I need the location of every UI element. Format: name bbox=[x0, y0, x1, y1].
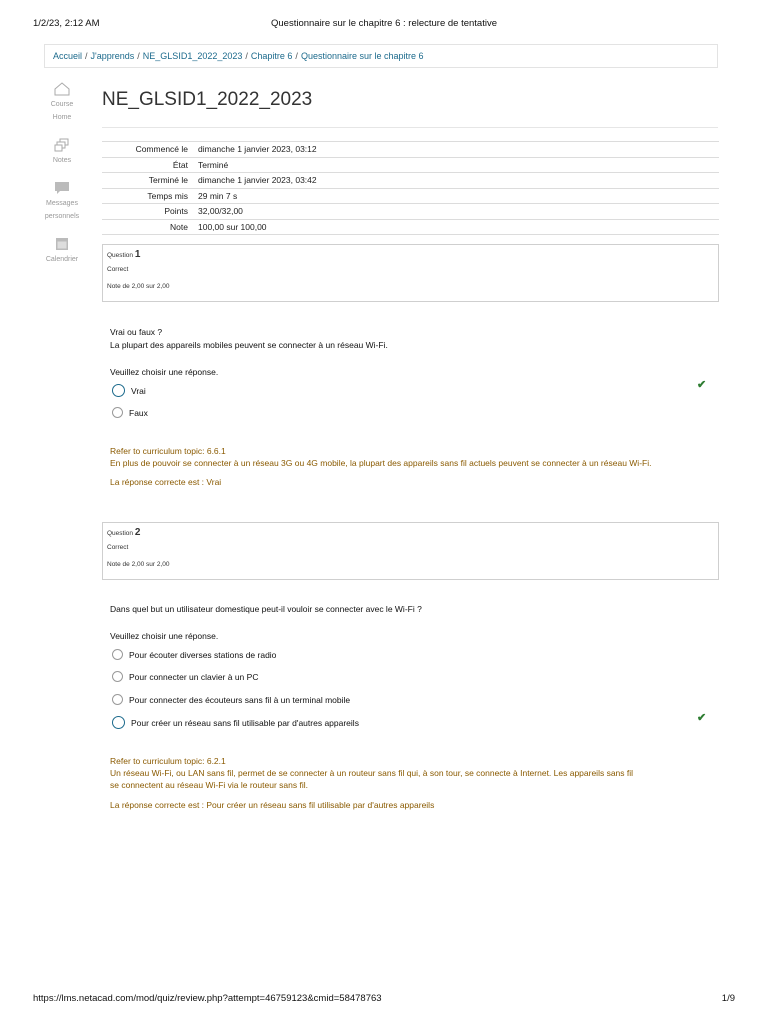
sidebar-item-label: Calendrier bbox=[45, 256, 79, 263]
feedback-text: En plus de pouvoir se connecter à un réseau 3G ou 4G mobile, la plupart des appareils sans fil actuels peuvent se connecter à un réseau Wi-Fi. bbox=[110, 458, 652, 468]
right-answer: La réponse correcte est : Vrai bbox=[110, 477, 222, 487]
breadcrumb-separator: / bbox=[85, 51, 88, 61]
attempt-summary-table bbox=[102, 141, 719, 235]
summary-value: dimanche 1 janvier 2023, 03:12 bbox=[194, 142, 719, 158]
sidebar-item-label: Notes bbox=[52, 157, 72, 164]
right-answer: La réponse correcte est : Pour créer un réseau sans fil utilisable par d'autres appareils bbox=[110, 800, 435, 810]
answer-option-label: Pour connecter des écouteurs sans fil à un terminal mobile bbox=[129, 694, 351, 705]
answer-option[interactable] bbox=[112, 694, 350, 705]
question-info-box bbox=[102, 522, 719, 580]
messages-icon bbox=[54, 181, 70, 195]
breadcrumb-separator: / bbox=[245, 51, 248, 61]
correct-check-icon: ✔ bbox=[697, 712, 707, 724]
page-title: NE_GLSID1_2022_2023 bbox=[102, 89, 313, 110]
table-row bbox=[102, 219, 719, 235]
summary-key: État bbox=[102, 157, 194, 173]
summary-value: Terminé bbox=[194, 157, 719, 173]
question-label: Question bbox=[107, 530, 134, 537]
summary-value: dimanche 1 janvier 2023, 03:42 bbox=[194, 173, 719, 189]
breadcrumb-separator: / bbox=[295, 51, 298, 61]
breadcrumb-home[interactable]: Accueil bbox=[53, 51, 83, 61]
question-grade: Note de 2,00 sur 2,00 bbox=[107, 561, 170, 568]
question-text bbox=[110, 603, 422, 616]
breadcrumb-separator: / bbox=[137, 51, 140, 61]
question-info-box bbox=[102, 244, 719, 302]
question-text bbox=[110, 326, 388, 352]
radio-button[interactable] bbox=[112, 407, 123, 418]
summary-value: 29 min 7 s bbox=[194, 188, 719, 204]
breadcrumb-course[interactable]: NE_GLSID1_2022_2023 bbox=[142, 51, 243, 61]
sidebar-item-course-home[interactable] bbox=[40, 82, 84, 124]
feedback-text: se connectent au réseau Wi-Fi via le routeur sans fil. bbox=[110, 780, 308, 790]
breadcrumb-learning[interactable]: J'apprends bbox=[90, 51, 135, 61]
home-icon bbox=[54, 82, 70, 96]
print-datetime: 1/2/23, 2:12 AM bbox=[33, 18, 100, 29]
radio-button[interactable] bbox=[112, 649, 123, 660]
question-text-line: Vrai ou faux ? bbox=[110, 327, 163, 337]
summary-key: Terminé le bbox=[102, 173, 194, 189]
feedback-topic: Refer to curriculum topic: 6.6.1 bbox=[110, 446, 226, 456]
table-row bbox=[102, 142, 719, 158]
question-prompt: Veuillez choisir une réponse. bbox=[110, 631, 219, 641]
calendar-icon bbox=[54, 237, 70, 251]
breadcrumb-quiz[interactable]: Questionnaire sur le chapitre 6 bbox=[300, 51, 424, 61]
radio-button-selected[interactable] bbox=[112, 384, 125, 397]
sidebar-item-label: Messages bbox=[46, 200, 78, 207]
question-state: Correct bbox=[107, 266, 129, 273]
divider bbox=[102, 127, 718, 128]
sidebar-item-label: Home bbox=[52, 114, 72, 121]
answer-option[interactable] bbox=[112, 671, 258, 682]
radio-button[interactable] bbox=[112, 671, 123, 682]
question-number-value: 2 bbox=[134, 527, 141, 538]
question-feedback bbox=[110, 445, 690, 469]
summary-value: 32,00/32,00 bbox=[194, 204, 719, 220]
sidebar-item-calendar[interactable] bbox=[40, 237, 84, 266]
breadcrumb bbox=[44, 44, 718, 68]
summary-key: Commencé le bbox=[102, 142, 194, 158]
answer-option-label: Faux bbox=[129, 407, 148, 418]
sidebar-item-label: Course bbox=[50, 101, 74, 108]
correct-check-icon: ✔ bbox=[697, 379, 707, 391]
question-label: Question bbox=[107, 252, 134, 259]
answer-option[interactable] bbox=[112, 716, 359, 729]
summary-value: 100,00 sur 100,00 bbox=[194, 219, 719, 235]
table-row bbox=[102, 204, 719, 220]
question-prompt: Veuillez choisir une réponse. bbox=[110, 367, 219, 377]
question-feedback bbox=[110, 755, 690, 791]
grades-icon bbox=[54, 138, 70, 152]
sidebar-item-grades[interactable] bbox=[40, 138, 84, 167]
question-number bbox=[107, 527, 714, 541]
answer-option-label: Pour créer un réseau sans fil utilisable par d'autres appareils bbox=[131, 717, 359, 728]
question-state: Correct bbox=[107, 544, 129, 551]
breadcrumb-chapter[interactable]: Chapitre 6 bbox=[250, 51, 293, 61]
print-title: Questionnaire sur le chapitre 6 : relecture de tentative bbox=[270, 18, 497, 29]
print-url: https://lms.netacad.com/mod/quiz/review.php?attempt=46759123&cmid=58478763 bbox=[33, 993, 382, 1004]
answer-option-label: Pour connecter un clavier à un PC bbox=[129, 671, 259, 682]
question-number bbox=[107, 249, 714, 263]
radio-button-selected[interactable] bbox=[112, 716, 125, 729]
feedback-topic: Refer to curriculum topic: 6.2.1 bbox=[110, 756, 226, 766]
table-row bbox=[102, 188, 719, 204]
summary-key: Temps mis bbox=[102, 188, 194, 204]
summary-key: Note bbox=[102, 219, 194, 235]
question-grade: Note de 2,00 sur 2,00 bbox=[107, 283, 170, 290]
sidebar-nav bbox=[40, 82, 84, 280]
answer-option[interactable] bbox=[112, 649, 276, 660]
radio-button[interactable] bbox=[112, 694, 123, 705]
answer-option[interactable] bbox=[112, 407, 148, 418]
print-page-number: 1/9 bbox=[721, 993, 735, 1004]
feedback-text: Un réseau Wi-Fi, ou LAN sans fil, permet de se connecter à un routeur sans fil qui, à son tour, se connecte à Internet. Les appareils sans fil bbox=[110, 768, 634, 778]
question-text-line: La plupart des appareils mobiles peuvent se connecter à un réseau Wi-Fi. bbox=[110, 340, 388, 350]
sidebar-item-label: personnels bbox=[44, 213, 80, 220]
question-number-value: 1 bbox=[134, 249, 141, 260]
table-row bbox=[102, 157, 719, 173]
answer-option-label: Pour écouter diverses stations de radio bbox=[129, 649, 277, 660]
summary-key: Points bbox=[102, 204, 194, 220]
table-row bbox=[102, 173, 719, 189]
question-text-line: Dans quel but un utilisateur domestique peut-il vouloir se connecter avec le Wi-Fi ? bbox=[110, 604, 422, 614]
sidebar-item-messages[interactable] bbox=[40, 181, 84, 223]
answer-option-label: Vrai bbox=[131, 385, 146, 396]
answer-option[interactable] bbox=[112, 384, 146, 397]
